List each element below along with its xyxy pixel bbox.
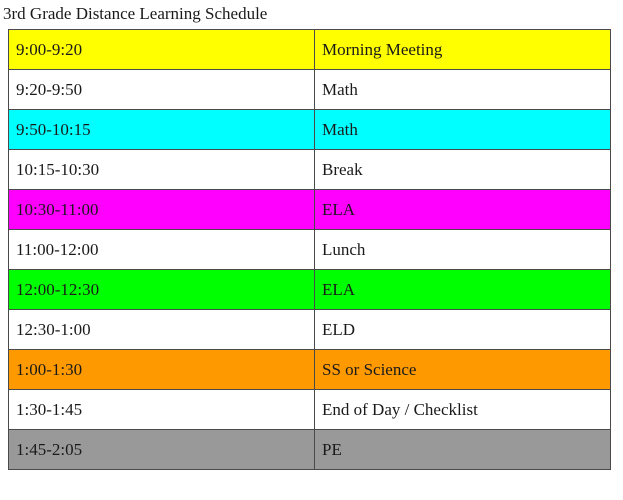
table-row	[9, 430, 611, 470]
time-cell: 12:00-12:30	[9, 270, 315, 310]
time-cell: 1:30-1:45	[9, 390, 315, 430]
time-cell: 9:20-9:50	[9, 70, 315, 110]
activity-cell: SS or Science	[315, 350, 611, 390]
activity-cell: Break	[315, 150, 611, 190]
table-row	[9, 390, 611, 430]
activity-cell: ELA	[315, 190, 611, 230]
time-cell: 12:30-1:00	[9, 310, 315, 350]
activity-cell: ELA	[315, 270, 611, 310]
table-row	[9, 350, 611, 390]
table-row	[9, 190, 611, 230]
activity-cell: End of Day / Checklist	[315, 390, 611, 430]
schedule-table	[8, 29, 611, 470]
activity-cell: Math	[315, 70, 611, 110]
time-cell: 9:50-10:15	[9, 110, 315, 150]
time-cell: 10:15-10:30	[9, 150, 315, 190]
time-cell: 1:45-2:05	[9, 430, 315, 470]
time-cell: 11:00-12:00	[9, 230, 315, 270]
activity-cell: PE	[315, 430, 611, 470]
time-cell: 9:00-9:20	[9, 30, 315, 70]
table-row	[9, 270, 611, 310]
activity-cell: Math	[315, 110, 611, 150]
table-row	[9, 310, 611, 350]
table-row	[9, 110, 611, 150]
activity-cell: ELD	[315, 310, 611, 350]
time-cell: 10:30-11:00	[9, 190, 315, 230]
table-row	[9, 230, 611, 270]
table-row	[9, 30, 611, 70]
activity-cell: Morning Meeting	[315, 30, 611, 70]
table-row	[9, 70, 611, 110]
activity-cell: Lunch	[315, 230, 611, 270]
time-cell: 1:00-1:30	[9, 350, 315, 390]
table-row	[9, 150, 611, 190]
page-title: 3rd Grade Distance Learning Schedule	[3, 4, 268, 23]
